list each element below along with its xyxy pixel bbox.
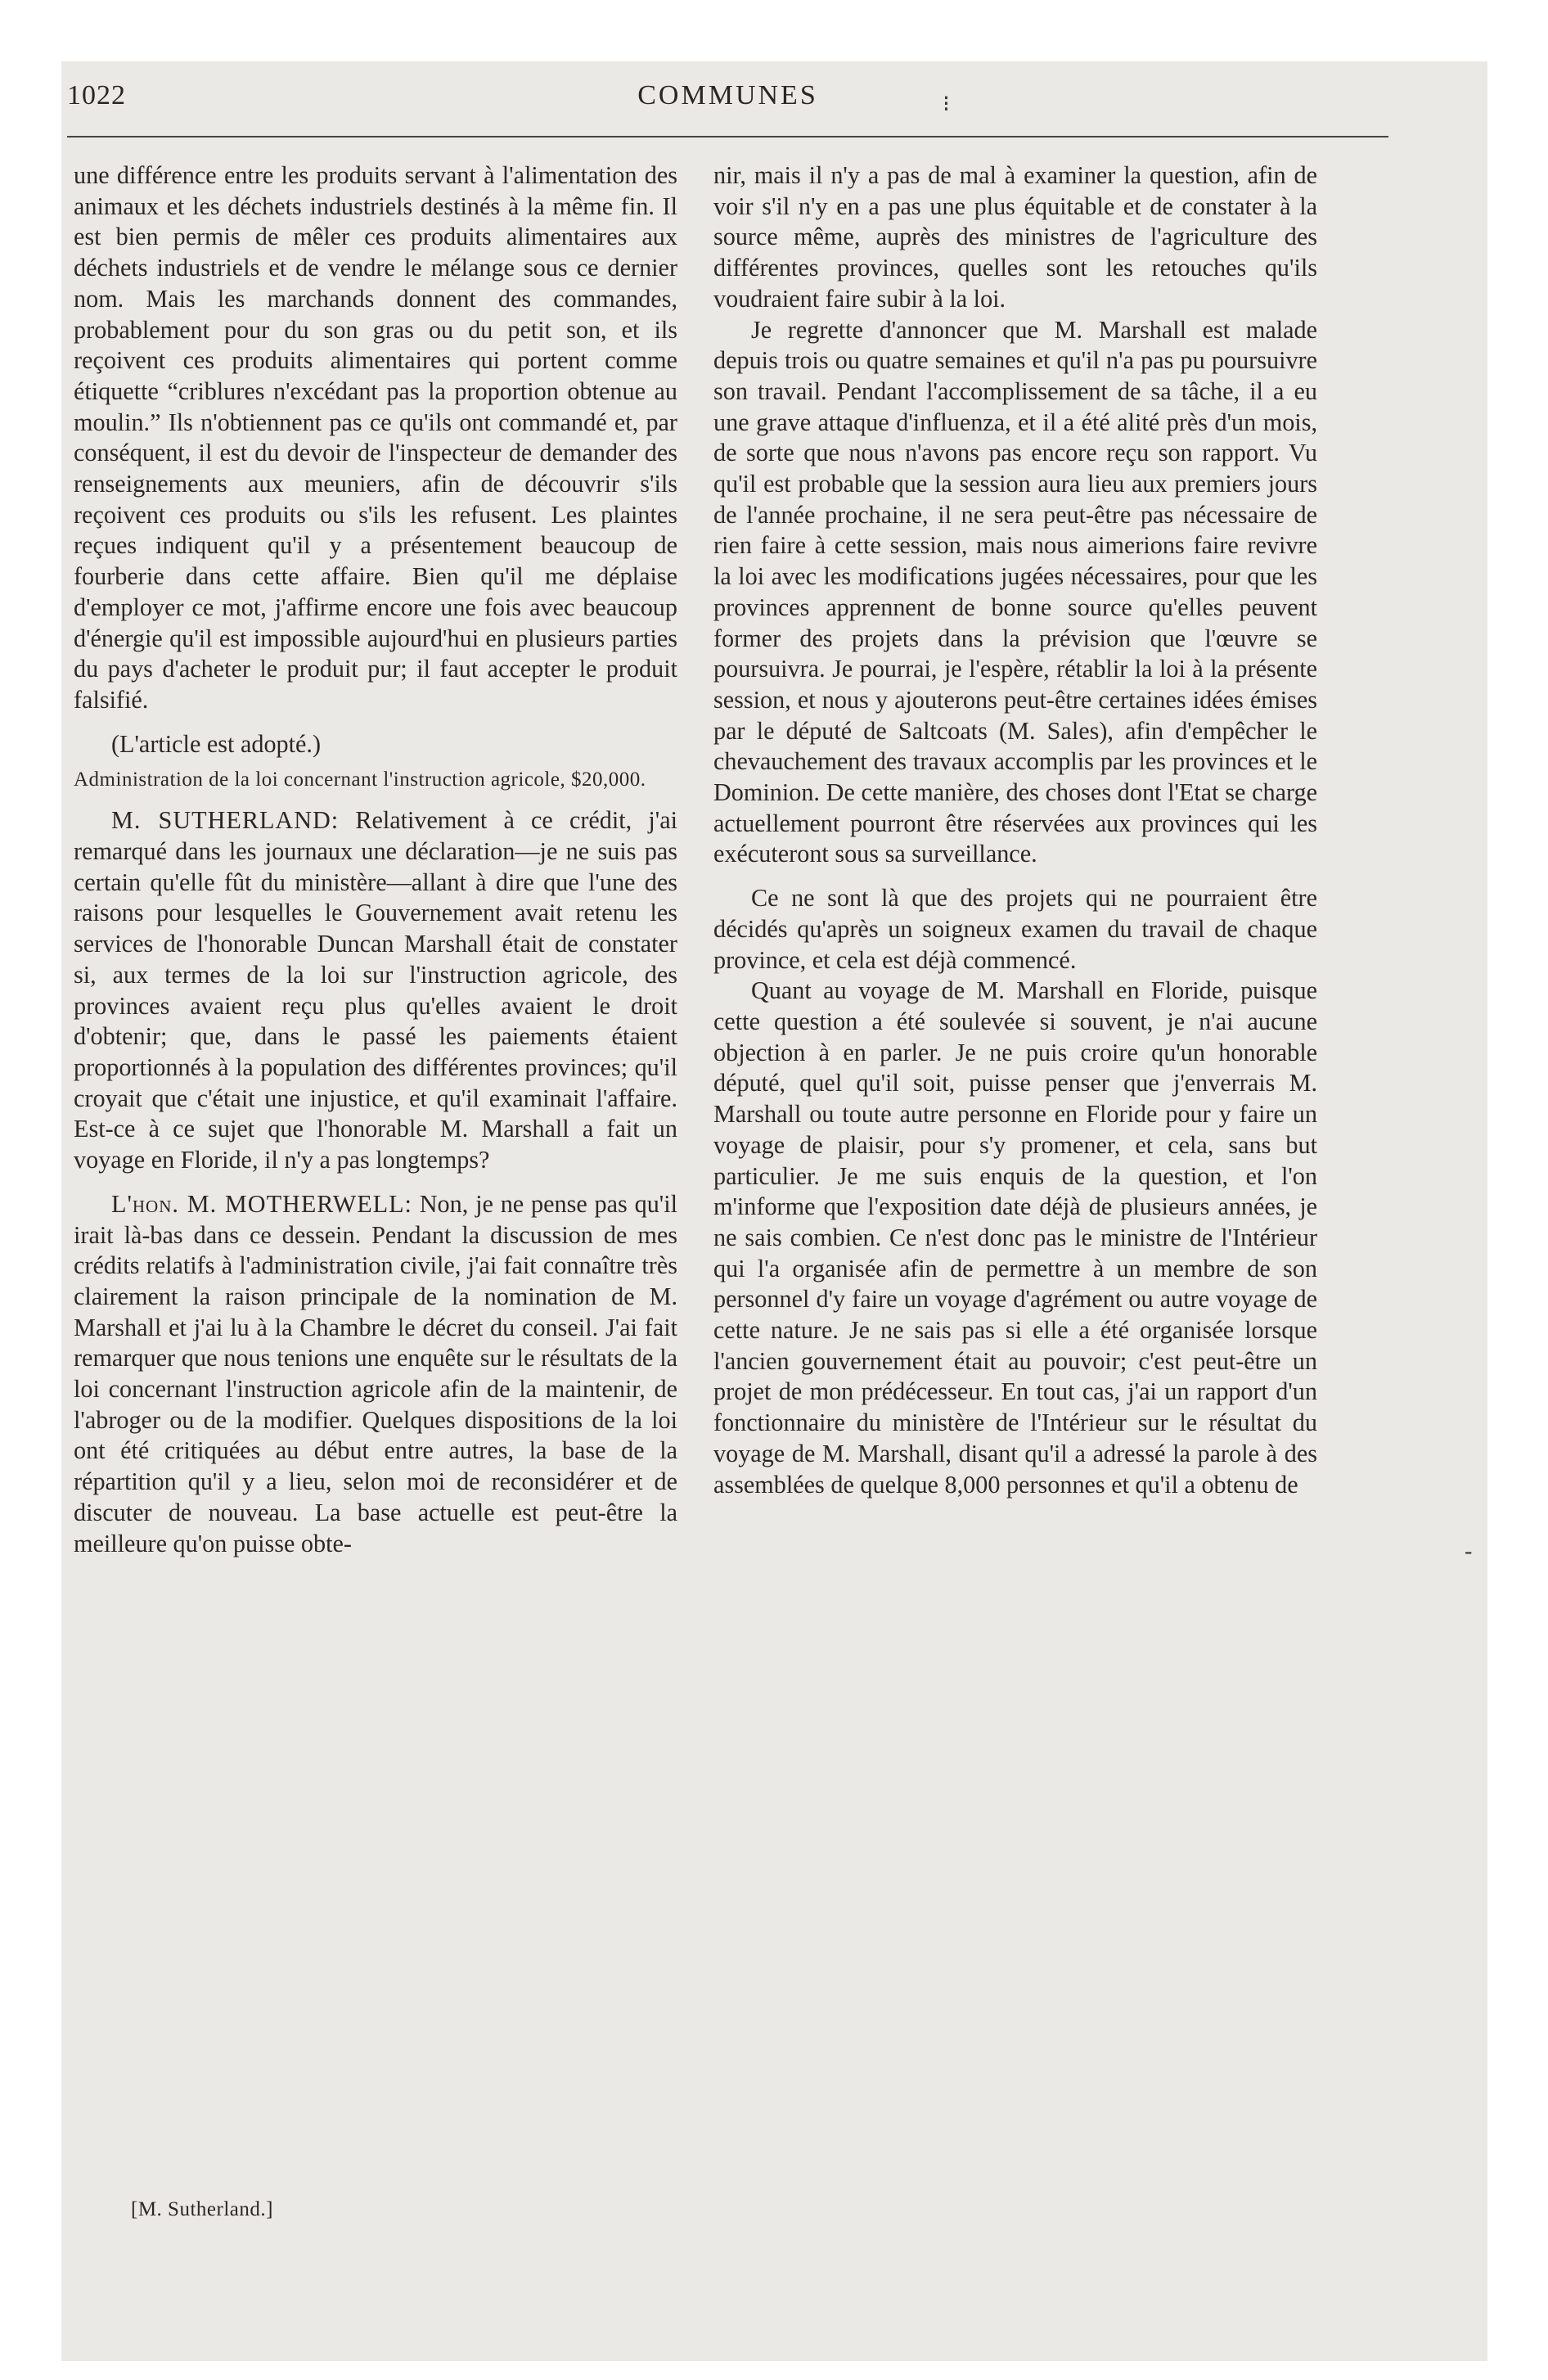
right-paragraph-4: Quant au voyage de M. Marshall en Floride, puisque cette question a été soulevée si souvent, je n'ai aucune objection à en parler. Je ne puis croire qu'un honorable député, quel qu'il soit, puisse penser que j'enverrais M. Marshall ou toute autre personne en Floride pour y faire un voyage de plaisir, pour s'y promener, et cela, sans but particulier. Je me suis enquis de la question, et l'on m'informe que l'exposition date déjà de plusieurs années, je ne sais combien. Ce n'est donc pas le ministre de l'Intérieur qui l'a organisée afin de permettre à un membre de son personnel d'y faire un voyage d'agrément ou autre voyage de cette nature. Je ne sais pas si elle a été organisée lorsque l'ancien gouvernement était au pouvoir; c'est peut-être un projet de mon prédécesseur. En tout cas, j'ai un rapport d'un fonctionnaire du ministère de l'Intérieur sur le résultat du voyage de M. Marshall, disant qu'il a adressé la parole à des assemblées de quelque 8,000 personnes et qu'il a obtenu de [713,976,1317,1499]
header-rule [67,136,1388,137]
right-column [713,160,1317,1500]
page-header [67,80,1388,116]
left-column [74,160,677,1559]
right-paragraph-2: Je regrette d'annoncer que M. Marshall est malade depuis trois ou quatre semaines et qu'il n'a pas pu poursuivre son travail. Pendant l'accomplissement de sa tâche, il a eu une grave attaque d'influenza, et il a été alité près d'un mois, de sorte que nous n'avons pas encore reçu son rapport. Vu qu'il est probable que la session aura lieu aux premiers jours de l'année prochaine, il ne sera peut-être pas nécessaire de rien faire à cette session, mais nous aimerions faire revivre la loi avec les modifications jugées nécessaires, pour que les provinces apprennent de bonne source qu'elles peuvent former des projets dans la prévision que l'œuvre se poursuivra. Je pourrai, je l'espère, rétablir la loi à la présente session, et nous y ajouterons peut-être certaines idées émises par le député de Saltcoats (M. Sales), afin d'empêcher le chevauchement des travaux accomplis par les provinces et le Dominion. De cette manière, des choses dont l'Etat se charge actuellement pourront être réservées aux provinces qui les exécuteront sous sa surveillance. [713,315,1317,868]
left-paragraph-1: une différence entre les produits servant à l'alimentation des animaux et les déchets industriels destinés à la même fin. Il est bien permis de mêler ces produits alimentaires aux déchets industriels et de vendre le mélange sous ce dernier nom. Mais les marchands donnent des commandes, probablement pour du son gras ou du petit son, et ils reçoivent ces produits alimentaires qui portent comme étiquette “criblures n'excédant pas la proportion obtenue au moulin.” Ils n'obtiennent pas ce qu'ils ont commandé et, par conséquent, il est du devoir de l'inspecteur de demander des renseignements aux meuniers, afin de découvrir s'ils reçoivent ces produits ou s'ils les refusent. Les plaintes reçues indiquent qu'il y a présentement beaucoup de fourberie dans cette affaire. Bien qu'il me déplaise d'employer ce mot, j'affirme encore une fois avec beaucoup d'énergie qu'il est impossible aujourd'hui en plusieurs parties du pays d'acheter le produit pur; il faut accepter le produit falsifié. [74,161,677,714]
sutherland-speech: Relativement à ce crédit, j'ai remarqué dans les journaux une déclaration—je ne suis pas certain qu'elle fût du ministère—allant à dire que l'une des raisons pour lesquelles le Gouvernement avait retenu les services de l'honorable Duncan Marshall était de constater si, aux termes de la loi sur l'instruction agricole, des provinces avaient reçu plus qu'elles avaient le droit d'obtenir; que, dans le passé les paiements étaient proportionnés à la population des différentes provinces; qu'il croyait que c'était une injustice, et qu'il examinait l'affaire. Est-ce à ce sujet que l'honorable M. Marshall a fait un voyage en Floride, il n'y a pas longtemps? [74,806,677,1174]
print-mark-icon: ⁝ [943,92,950,117]
page-number: 1022 [67,80,126,110]
speaker-sutherland: M. SUTHERLAND: [111,806,340,835]
margin-mark-icon: - [1465,1539,1473,1564]
budget-item: Administration de la loi concernant l'instruction agricole, $20,000. [74,769,646,791]
adopted-note: (L'article est adopté.) [111,729,322,758]
right-paragraph-1: nir, mais il n'y a pas de mal à examiner la question, afin de voir s'il n'y en a pas une plus équitable et de constater à la source même, auprès des ministres de l'agriculture des différentes provinces, quelles sont les retouches qu'ils voudraient faire subir à la loi. [713,161,1317,313]
motherwell-speech: Non, je ne pense pas qu'il irait là-bas dans ce dessein. Pendant la discussion de mes crédits relatifs à l'administration civile, j'ai fait connaître très clairement la raison principale de la nomination de M. Marshall et j'ai lu à la Chambre le décret du conseil. J'ai fait remarquer que nous tenions une enquête sur le résultats de la loi concernant l'instruction agricole afin de la maintenir, de l'abroger ou de la modifier. Quelques dispositions de la loi ont été critiquées au début entre autres, la base de la répartition qu'il y a lieu, selon moi de reconsidérer et de discuter de nouveau. La base actuelle est peut-être la meilleure qu'on puisse obte- [74,1189,677,1557]
speaker-motherwell: L'hon. M. MOTHERWELL: [111,1189,412,1218]
right-paragraph-3: Ce ne sont là que des projets qui ne pourraient être décidés qu'après un soigneux examen du travail de chaque province, et cela est déjà commencé. [713,884,1317,974]
left-paragraph-3 [74,1189,677,1559]
footer-speaker-ref: [M. Sutherland.] [131,2198,273,2220]
running-head: COMMUNES [637,80,818,110]
left-paragraph-2 [74,805,677,1175]
